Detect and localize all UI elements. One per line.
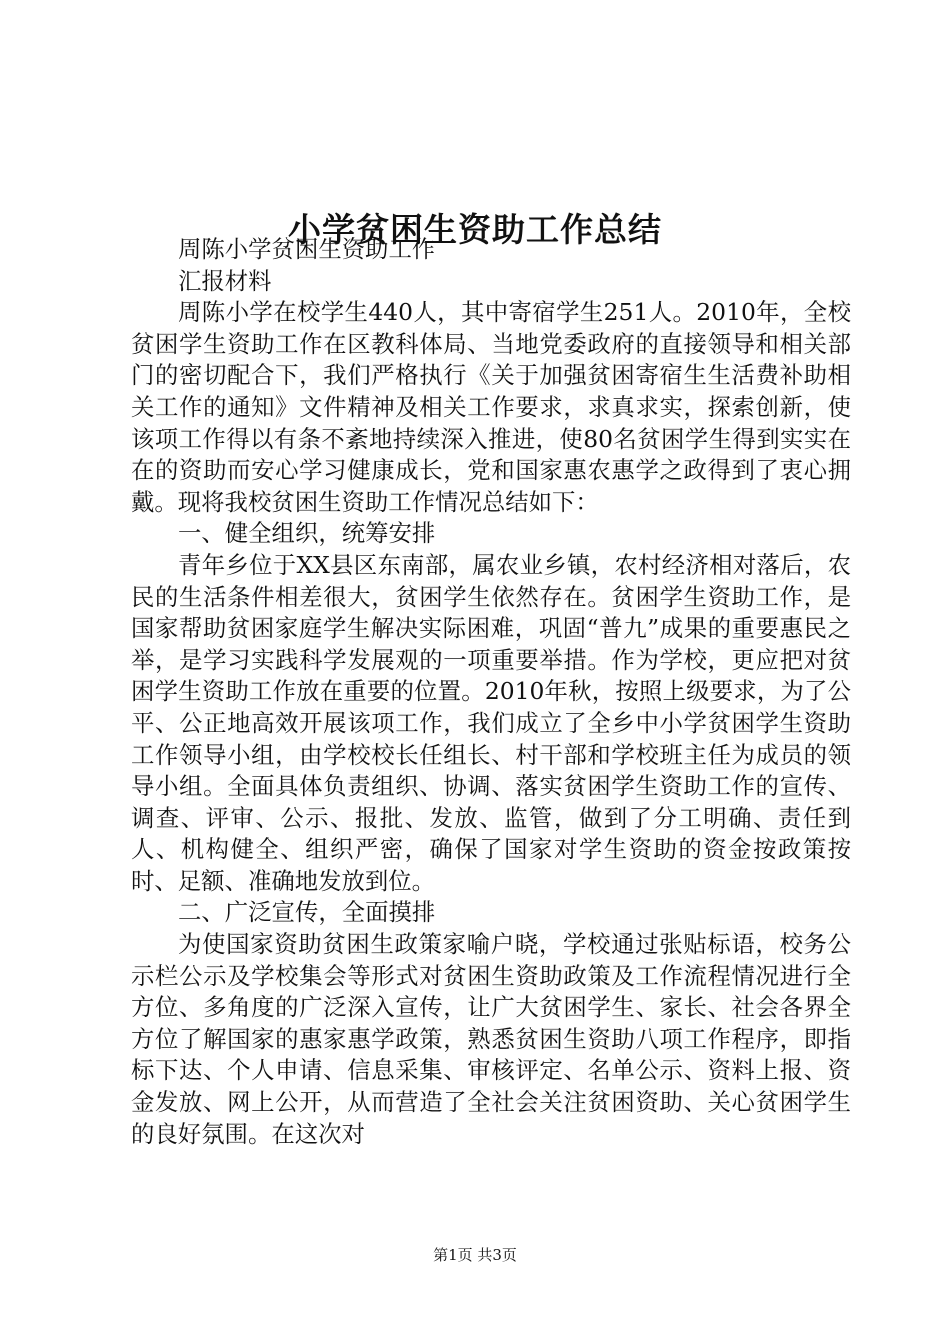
section-2-paragraph: 为使国家资助贫困生政策家喻户晓，学校通过张贴标语，校务公示栏公示及学校集会等形式对贫困生资助政策及工作流程情况进行全方位、多角度的广泛深入宣传，让广大贫困学生、家长、社会各界全方位了解国家的惠家惠学政策，熟悉贫困生资助八项工作程序，即指标下达、个人申请、信息采集、审核评定、名单公示、资料上报、资金发放、网上公开，从而营造了全社会关注贫困资助、关心贫困学生的良好氛围。在这次对: [131, 930, 851, 1148]
section-1-paragraph: 青年乡位于XX县区东南部，属农业乡镇，农村经济相对落后，农民的生活条件相差很大，贫困学生依然存在。贫困学生资助工作，是国家帮助贫困家庭学生解决实际困难，巩固“普九”成果的重要惠民之举，是学习实践科学发展观的一项重要举措。作为学校，更应把对贫困学生资助工作放在重要的位置。2010年秋，按照上级要求，为了公平、公正地高效开展该项工作，我们成立了全乡中小学贫困学生资助工作领导小组，由学校校长任组长、村干部和学校班主任为成员的领导小组。全面具体负责组织、协调、落实贫困学生资助工作的宣传、调查、评审、公示、报批、发放、监管，做到了分工明确、责任到人、机构健全、组织严密，确保了国家对学生资助的资金按政策按时、足额、准确地发放到位。: [131, 550, 851, 895]
intro-paragraph: 周陈小学在校学生440人，其中寄宿学生251人。2010年，全校贫困学生资助工作在区教科体局、当地党委政府的直接领导和相关部门的密切配合下，我们严格执行《关于加强贫困寄宿生生活费补助相关工作的通知》文件精神及相关工作要求，求真求实，探索创新，使该项工作得以有条不紊地持续深入推进，使80名贫困学生得到实实在在的资助而安心学习健康成长，党和国家惠农惠学之政得到了衷心拥戴。现将我校贫困生资助工作情况总结如下：: [131, 298, 851, 516]
section-heading-2: 二、广泛宣传，全面摸排: [178, 898, 436, 927]
document-title: 小学贫困生资助工作总结: [288, 210, 662, 250]
page-footer: 第1页 共3页: [433, 1246, 517, 1264]
document-body: [131, 234, 851, 1150]
subtitle-line-2: 汇报材料: [178, 266, 272, 295]
section-heading-1: 一、健全组织，统筹安排: [178, 519, 436, 548]
subtitle-line-1: 周陈小学贫困生资助工作: [178, 235, 436, 263]
